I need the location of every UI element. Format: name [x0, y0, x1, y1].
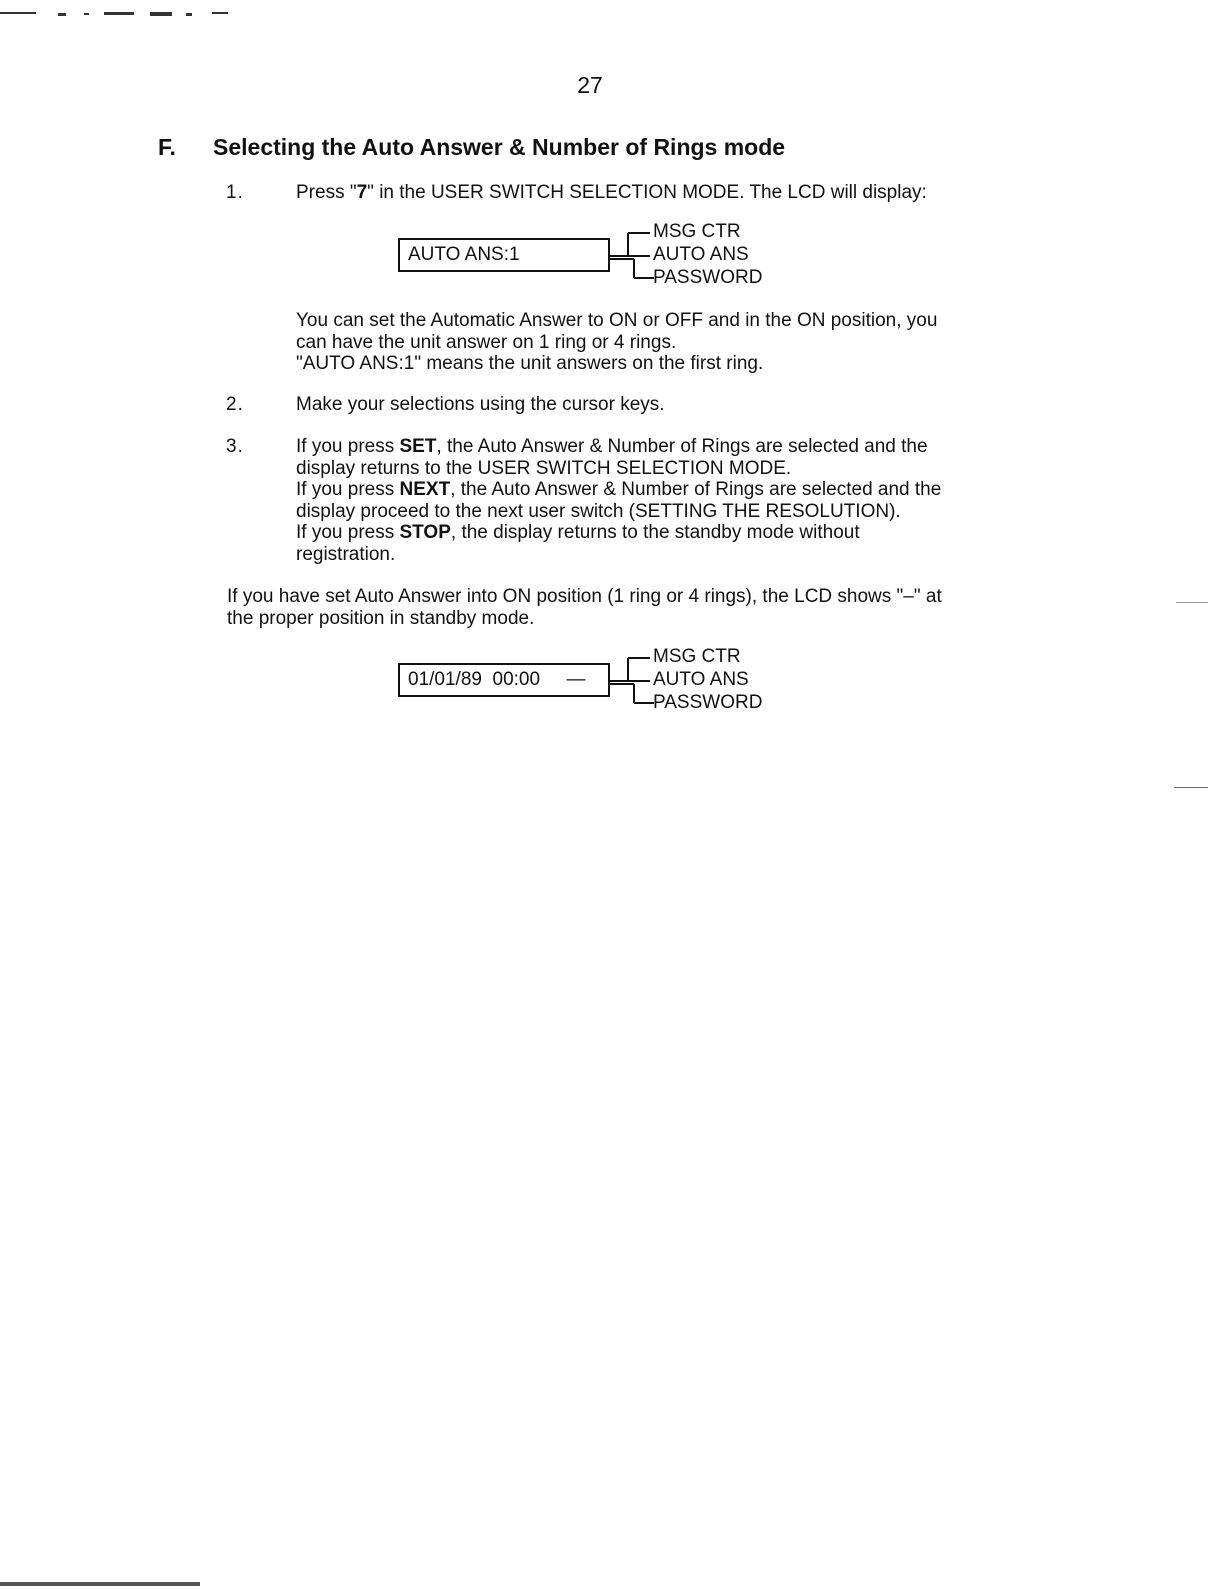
scan-mark	[1174, 787, 1208, 788]
step-1-text	[296, 182, 927, 204]
text-segment: , the Auto Answer & Number of Rings are selected and the	[436, 436, 928, 457]
scan-mark	[58, 13, 66, 16]
note-line: You can set the Automatic Answer to ON or OFF and in the ON position, you	[296, 310, 938, 331]
step-3-line	[296, 522, 941, 544]
step-number: 1.	[226, 182, 244, 203]
lcd-label-msg-ctr: MSG CTR	[653, 221, 741, 242]
note-line: "AUTO ANS:1" means the unit answers on the first ring.	[296, 353, 764, 374]
lcd-label-password: PASSWORD	[653, 692, 763, 713]
section-letter: F.	[158, 134, 176, 160]
step-number: 2.	[226, 394, 244, 415]
key-set: SET	[399, 436, 437, 457]
step-1-text-post: " in the USER SWITCH SELECTION MODE. The LCD will display:	[367, 182, 927, 203]
scan-mark	[104, 12, 134, 15]
scan-mark	[0, 12, 36, 14]
text-segment: If you press	[296, 479, 400, 500]
scan-mark	[1176, 602, 1208, 603]
key-next: NEXT	[399, 479, 451, 500]
step-2-text: Make your selections using the cursor keys.	[296, 394, 665, 415]
page-number: 27	[577, 72, 603, 98]
note-line: can have the unit answer on 1 ring or 4 rings.	[296, 331, 677, 353]
step-1-key: 7	[356, 182, 368, 203]
step-1-text-pre: Press "	[296, 182, 357, 203]
scan-mark	[212, 12, 228, 14]
text-segment: , the display returns to the standby mode without	[450, 522, 860, 543]
text-segment: , the Auto Answer & Number of Rings are selected and the	[450, 479, 942, 500]
paragraph-line: If you have set Auto Answer into ON position (1 ring or 4 rings), the LCD shows "–" at	[227, 586, 942, 607]
step-1-note	[296, 310, 937, 375]
lcd-label-auto-ans: AUTO ANS	[653, 669, 749, 690]
lcd-display: AUTO ANS:1	[398, 238, 610, 272]
lcd-label-msg-ctr: MSG CTR	[653, 646, 741, 667]
step-3-line	[296, 479, 941, 501]
lcd-label-auto-ans: AUTO ANS	[653, 244, 749, 265]
scan-mark	[84, 13, 89, 15]
lcd-display-standby: 01/01/89 00:00 —	[398, 663, 610, 697]
section-title: Selecting the Auto Answer & Number of Rings mode	[213, 134, 786, 160]
lcd-indicator-lines	[608, 647, 656, 717]
scan-mark	[186, 13, 192, 16]
lcd-indicator-lines	[608, 222, 656, 292]
step-3-text	[296, 436, 941, 565]
paragraph-line: the proper position in standby mode.	[227, 607, 535, 629]
closing-paragraph	[227, 586, 942, 629]
step-3-line: display proceed to the next user switch (SETTING THE RESOLUTION).	[296, 500, 901, 522]
step-number: 3.	[226, 436, 244, 457]
step-3-line: registration.	[296, 543, 396, 565]
scan-mark	[150, 12, 172, 16]
scan-mark	[0, 1582, 200, 1586]
text-segment: If you press	[296, 436, 400, 457]
step-3-line	[296, 436, 941, 458]
text-segment: If you press	[296, 522, 400, 543]
lcd-label-password: PASSWORD	[653, 267, 763, 288]
step-3-line: display returns to the USER SWITCH SELECTION MODE.	[296, 457, 792, 479]
key-stop: STOP	[399, 522, 451, 543]
